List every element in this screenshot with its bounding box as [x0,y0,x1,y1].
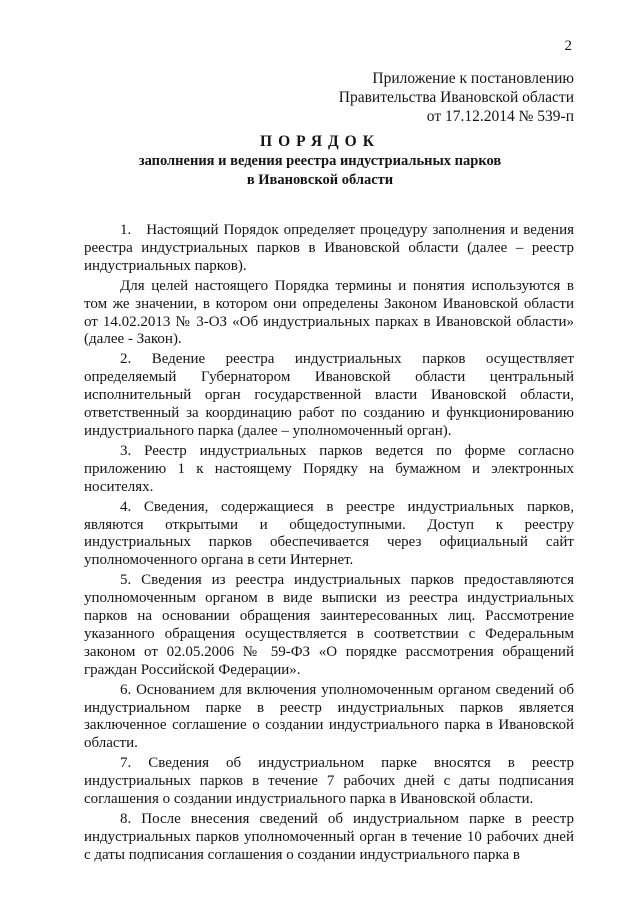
paragraph: 2. Ведение реестра индустриальных парков осуществляет определяемый Губернатором Ивановской области центральный исполнительный орган государственной власти Ивановской области, ответственный за координацию работ по созданию и функционированию индустриального парка (далее – уполномоченный орган). [84,351,574,439]
paragraph: 5. Сведения из реестра индустриальных парков предоставляются уполномоченным органом в виде выписки из реестра индустриальных парков на основании обращения заинтересованных лиц. Рассмотрение указанного обращения осуществляется в соответствии с Федеральным законом от 02.05.2006 № 59-ФЗ «О порядке рассмотрения обращений граждан Российской Федерации». [84,572,574,678]
document-body [84,222,574,867]
paragraph: 4. Сведения, содержащиеся в реестре индустриальных парков, являются открытыми и общедоступными. Доступ к реестру индустриальных парков обеспечивается через официальный сайт уполномоченного органа в сети Интернет. [84,498,574,569]
document-title: ПОРЯДОК [260,133,380,150]
paragraph: Для целей настоящего Порядка термины и понятия используются в том же значении, в котором они определены Законом Ивановской области от 14.02.2013 № 3-ОЗ «Об индустриальных парках в Ивановской области» (далее - Закон). [84,277,574,348]
approval-line: Приложение к постановлению [372,70,574,87]
paragraph: 1. Настоящий Порядок определяет процедуру заполнения и ведения реестра индустриальных парков в Ивановской области (далее – реестр индустриальных парков). [84,222,574,274]
paragraph: 8. После внесения сведений об индустриальном парке в реестр индустриальных парков уполномоченный орган в течение 10 рабочих дней с даты подписания соглашения о создании индустриального парка в [84,811,574,863]
paragraph: 7. Сведения об индустриальном парке вносятся в реестр индустриальных парков в течение 7 рабочих дней с даты подписания соглашения о создании индустриального парка в Ивановской области. [84,755,574,808]
paragraph: 6. Основанием для включения уполномоченным органом сведений об индустриальном парке в реестр индустриальных парков является заключенное соглашение о создании индустриального парка в Ивановской области. [84,681,574,752]
approval-line: от 17.12.2014 № 539-п [426,108,574,125]
approval-line: Правительства Ивановской области [338,89,574,106]
paragraph: 3. Реестр индустриальных парков ведется по форме согласно приложению 1 к настоящему Порядку на бумажном и электронных носителях. [84,442,574,495]
subtitle-line: заполнения и ведения реестра индустриальных парков [138,153,502,169]
page-number: 2 [564,38,572,54]
approval-note [339,69,574,126]
document-subtitle [100,152,540,190]
subtitle-line: в Ивановской области [246,172,394,188]
